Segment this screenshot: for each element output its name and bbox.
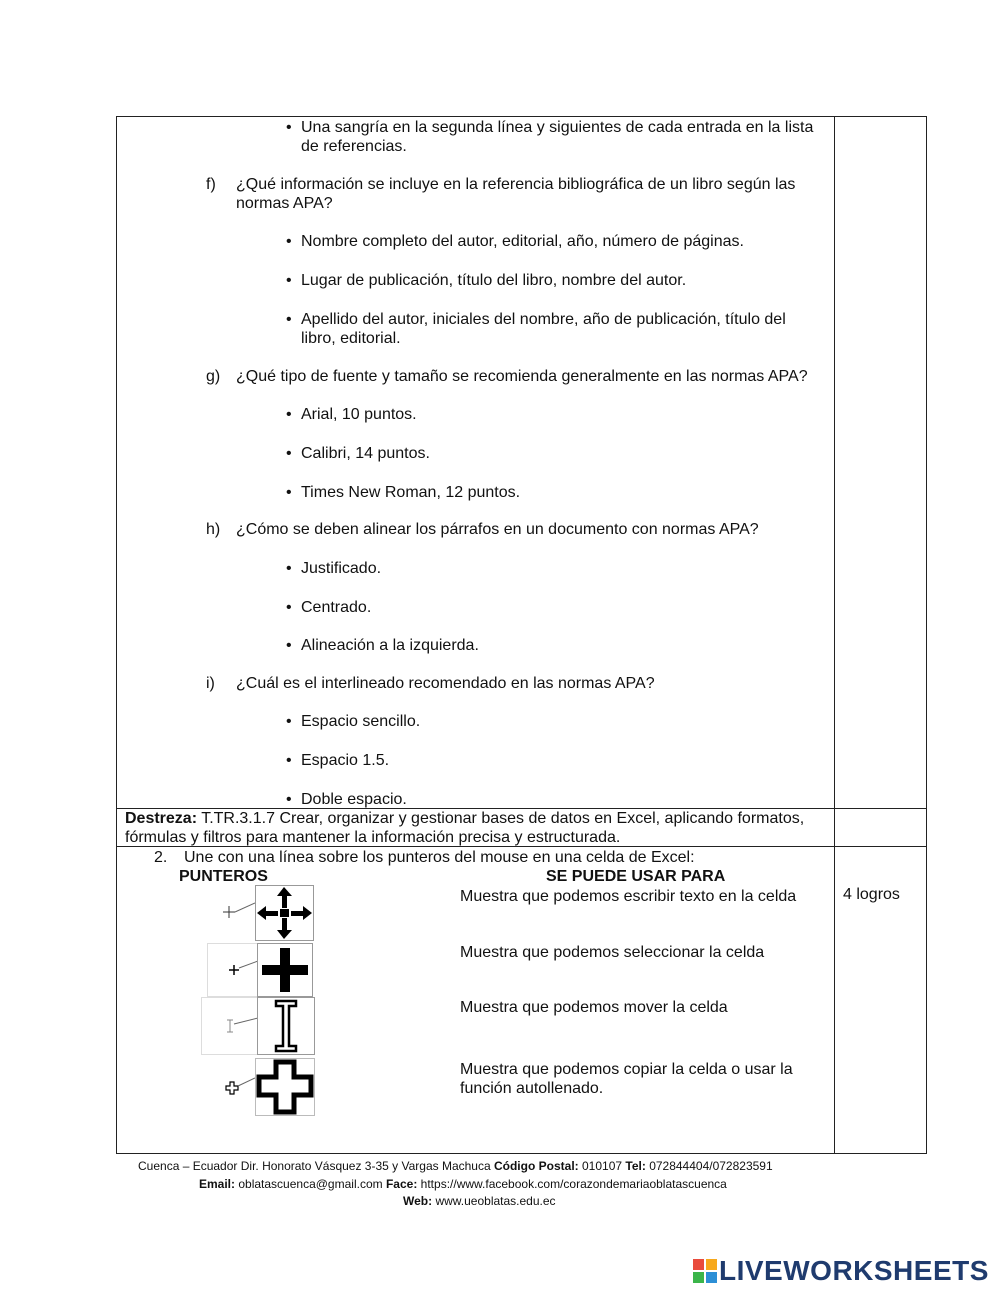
option-i-a[interactable]: • Espacio sencillo. [301,712,420,731]
use-text-2[interactable]: Muestra que podemos seleccionar la celda [460,944,765,961]
question-g-letter: g) [206,368,221,385]
question-f-text: ¿Qué información se incluye en la referencia bibliográfica de un libro según las [236,176,796,193]
fill-plus-pointer-icon[interactable] [255,1058,315,1116]
table-border-bottom [116,1153,927,1154]
ibeam-pointer-small-icon [202,998,258,1054]
option-h-a[interactable]: • Justificado. [301,559,381,578]
question-f-letter: f) [206,176,216,193]
column-header-punteros: PUNTEROS [179,868,268,885]
pointer-move[interactable] [205,885,255,937]
option-f-a[interactable]: • Nombre completo del autor, editorial, año, número de páginas. [301,232,744,251]
fill-pointer-small-icon [205,1058,255,1114]
option-g-b[interactable]: • Calibri, 14 puntos. [301,444,430,463]
question-i-letter: i) [206,675,215,692]
move-pointer-icon[interactable] [255,885,314,941]
question-f-text-cont: normas APA? [236,195,333,212]
score-label: 4 logros [843,886,900,903]
question-h-text: ¿Cómo se deben alinear los párrafos en un documento con normas APA? [236,521,759,538]
select-pointer-small-icon [208,944,258,996]
option-i-b[interactable]: • Espacio 1.5. [301,751,389,770]
table-border-left [116,116,117,1154]
option-e-c-cont: de referencias. [301,138,407,155]
use-text-4-cont: función autollenado. [460,1080,604,1097]
question-2-text: Une con una línea sobre los punteros del mouse en una celda de Excel: [184,849,695,866]
liveworksheets-logo-icon [693,1259,717,1283]
footer-line3: Web: www.ueoblatas.edu.ec [403,1194,556,1208]
text-ibeam-pointer-icon[interactable] [257,997,315,1055]
option-h-c[interactable]: • Alineación a la izquierda. [301,636,479,655]
destreza-line2: fórmulas y filtros para mantener la información precisa y estructurada. [125,829,621,846]
column-header-uses: SE PUEDE USAR PARA [546,868,726,885]
option-f-b[interactable]: • Lugar de publicación, título del libro, nombre del autor. [301,271,686,290]
use-text-4[interactable]: Muestra que podemos copiar la celda o usar la [460,1061,793,1078]
question-2-number: 2. [154,849,168,866]
move-pointer-small-icon [205,885,255,937]
select-cross-pointer-icon[interactable] [257,943,313,997]
footer-line2: Email: oblatascuenca@gmail.com Face: https://www.facebook.com/corazondemariaoblatascuenca [199,1177,727,1191]
pointer-fill[interactable] [205,1058,255,1114]
question-h-letter: h) [206,521,221,538]
pointer-text[interactable] [201,997,259,1055]
option-h-b[interactable]: • Centrado. [301,598,371,617]
option-f-c[interactable]: • Apellido del autor, iniciales del nombre, año de publicación, título del [301,310,786,329]
table-border-top [116,116,927,117]
option-g-c[interactable]: • Times New Roman, 12 puntos. [301,483,520,502]
footer-web[interactable]: www.ueoblatas.edu.ec [435,1194,556,1208]
destreza-label: Destreza: [125,810,198,827]
question-g-text: ¿Qué tipo de fuente y tamaño se recomienda generalmente en las normas APA? [236,368,808,385]
table-border-right [926,116,927,1154]
use-text-1[interactable]: Muestra que podemos escribir texto en la celda [460,888,797,905]
footer-line1: Cuenca – Ecuador Dir. Honorato Vásquez 3-35 y Vargas Machuca Código Postal: 010107 Tel: 072844404/072823591 [138,1159,773,1173]
pointer-select[interactable] [207,943,259,997]
liveworksheets-logo-text: LIVEWORKSHEETS [719,1255,989,1286]
destreza-line1: Destreza: T.TR.3.1.7 Crear, organizar y gestionar bases de datos en Excel, aplicando formatos, [125,810,805,827]
question-i-text: ¿Cuál es el interlineado recomendado en las normas APA? [236,675,655,692]
option-e-c: • Una sangría en la segunda línea y siguientes de cada entrada en la lista [301,118,813,137]
option-i-c[interactable]: • Doble espacio. [301,790,407,809]
table-border-mid [834,116,835,1154]
footer-facebook[interactable]: https://www.facebook.com/corazondemariaoblatascuenca [420,1177,727,1191]
option-g-a[interactable]: • Arial, 10 puntos. [301,405,417,424]
footer-email[interactable]: oblatascuenca@gmail.com [238,1177,383,1191]
option-f-c-cont: libro, editorial. [301,330,401,347]
use-text-3[interactable]: Muestra que podemos mover la celda [460,999,728,1016]
